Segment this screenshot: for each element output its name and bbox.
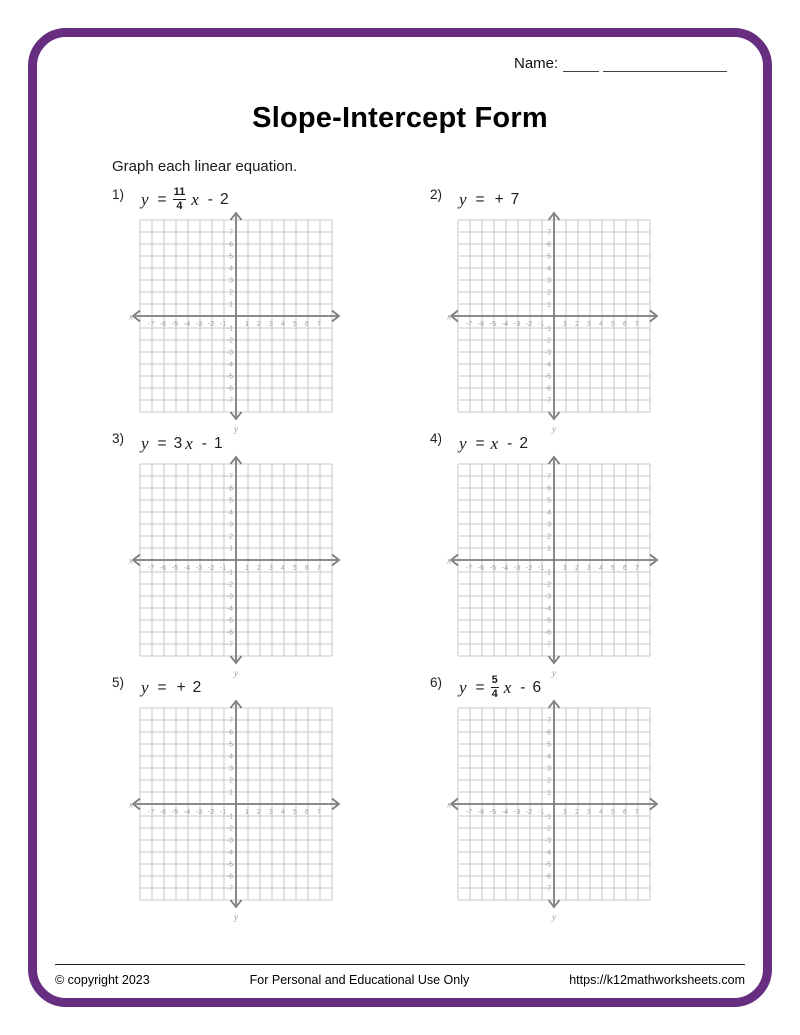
x-tick-label: 2: [575, 321, 579, 328]
x-tick-label: -3: [195, 321, 203, 328]
x-tick-label: -6: [159, 565, 167, 572]
x-tick-label: 5: [293, 565, 297, 572]
y-tick-label: 3: [229, 277, 233, 285]
equation-term: y: [141, 190, 149, 209]
y-tick-label: -7: [544, 641, 551, 649]
equation-term: y: [141, 434, 149, 453]
x-tick-label: -3: [513, 809, 521, 816]
equation-term: 3: [173, 435, 183, 452]
y-tick-label: 3: [547, 765, 551, 773]
x-tick-label: 3: [587, 809, 591, 816]
x-tick-label: 4: [599, 565, 603, 572]
y-tick-label: -7: [226, 397, 233, 405]
x-tick-label: -2: [525, 809, 533, 816]
y-tick-label: -1: [226, 569, 233, 577]
equation-term: x: [503, 678, 512, 697]
instructions-text: Graph each linear equation.: [112, 158, 298, 175]
equation-term: 1: [213, 435, 223, 452]
x-axis-letter: x: [128, 556, 134, 567]
x-tick-label: -5: [489, 321, 497, 328]
equation-term: =: [157, 191, 167, 208]
x-tick-label: -2: [525, 321, 533, 328]
x-tick-label: -5: [171, 565, 179, 572]
x-tick-label: -4: [501, 809, 509, 816]
equation-term: y: [459, 678, 467, 697]
y-tick-label: 4: [547, 509, 551, 517]
name-blank-line: [563, 55, 599, 72]
y-axis-letter: y: [233, 425, 239, 435]
x-tick-label: -1: [219, 565, 227, 572]
y-tick-label: 6: [547, 485, 551, 493]
y-tick-label: 4: [229, 753, 233, 761]
graph-grid-6: [444, 694, 664, 924]
y-tick-label: 4: [229, 509, 233, 517]
x-axis-letter: x: [446, 312, 452, 323]
y-tick-label: -3: [226, 593, 233, 601]
x-axis-letter: x: [446, 556, 452, 567]
equation-term: =: [157, 435, 167, 452]
y-tick-label: -1: [226, 325, 233, 333]
y-tick-label: 3: [229, 521, 233, 529]
x-tick-label: 2: [257, 565, 261, 572]
x-tick-label: 1: [563, 321, 567, 328]
y-tick-label: 6: [547, 729, 551, 737]
y-tick-label: -4: [544, 605, 551, 613]
y-tick-label: -1: [544, 325, 551, 333]
problem-number: 1): [112, 187, 125, 202]
x-tick-label: 1: [245, 809, 249, 816]
x-axis-letter: x: [446, 800, 452, 811]
x-tick-label: 7: [317, 565, 321, 572]
y-tick-label: 7: [229, 473, 233, 481]
y-axis-letter: y: [551, 669, 557, 679]
x-tick-label: 6: [623, 321, 627, 328]
footer-url: https://k12mathworksheets.com: [569, 973, 745, 987]
x-tick-label: -3: [513, 565, 521, 572]
y-tick-label: 1: [547, 789, 551, 797]
x-tick-label: -1: [537, 809, 545, 816]
footer-usage: For Personal and Educational Use Only: [249, 973, 470, 987]
y-tick-label: 5: [229, 497, 233, 505]
y-tick-label: -3: [226, 837, 233, 845]
y-tick-label: 3: [547, 521, 551, 529]
graph-grid-4: [444, 450, 664, 680]
x-tick-label: -5: [171, 809, 179, 816]
equation-term: 2: [192, 679, 202, 696]
y-tick-label: -4: [226, 361, 233, 369]
equation-term: y: [459, 434, 467, 453]
equation-term: 7: [510, 191, 520, 208]
y-tick-label: -3: [226, 349, 233, 357]
x-tick-label: 6: [305, 809, 309, 816]
x-tick-label: 2: [257, 809, 261, 816]
x-tick-label: 5: [611, 321, 615, 328]
x-tick-label: -6: [477, 809, 485, 816]
x-tick-label: 7: [635, 321, 639, 328]
equation-term: x: [490, 434, 499, 453]
y-tick-label: 4: [547, 265, 551, 273]
x-tick-label: -7: [147, 809, 155, 816]
name-blank-line: [603, 55, 727, 72]
x-tick-label: -7: [147, 565, 155, 572]
equation-term: -: [201, 435, 207, 452]
y-tick-label: 7: [547, 717, 551, 725]
y-tick-label: 7: [547, 229, 551, 237]
x-tick-label: -1: [219, 809, 227, 816]
x-tick-label: 4: [599, 809, 603, 816]
x-tick-label: 5: [611, 565, 615, 572]
y-tick-label: 1: [547, 301, 551, 309]
problem-1: [110, 184, 360, 439]
x-tick-label: -1: [537, 565, 545, 572]
x-tick-label: -4: [501, 565, 509, 572]
y-tick-label: -5: [544, 373, 551, 381]
x-tick-label: 5: [293, 321, 297, 328]
x-tick-label: 5: [293, 809, 297, 816]
equation-term: y: [459, 190, 467, 209]
fraction: $\frac{5}{4}$: [491, 673, 498, 700]
x-tick-label: -1: [219, 321, 227, 328]
x-tick-label: 3: [587, 565, 591, 572]
y-tick-label: 4: [547, 753, 551, 761]
graph-grid-3: [126, 450, 346, 680]
equation-term: -: [507, 435, 513, 452]
equation-term: =: [157, 679, 167, 696]
y-tick-label: -1: [544, 813, 551, 821]
x-tick-label: 1: [563, 809, 567, 816]
x-tick-label: -5: [489, 809, 497, 816]
y-tick-label: 5: [547, 741, 551, 749]
x-tick-label: 6: [623, 809, 627, 816]
problem-number: 3): [112, 431, 125, 446]
x-tick-label: -6: [159, 321, 167, 328]
equation-term: x: [185, 434, 193, 453]
x-tick-label: -7: [465, 565, 473, 572]
y-tick-label: -6: [544, 385, 551, 393]
y-tick-label: 5: [547, 497, 551, 505]
x-tick-label: -4: [183, 565, 191, 572]
equation-term: 6: [532, 679, 542, 696]
y-tick-label: 1: [229, 789, 233, 797]
y-tick-label: -2: [544, 337, 551, 345]
y-tick-label: 6: [229, 241, 233, 249]
x-tick-label: 7: [635, 565, 639, 572]
y-tick-label: -7: [544, 885, 551, 893]
y-tick-label: -6: [226, 873, 233, 881]
x-tick-label: -3: [195, 809, 203, 816]
equation-term: 2: [219, 191, 229, 208]
y-tick-label: 5: [229, 253, 233, 261]
footer: [55, 973, 745, 987]
problem-2: [428, 184, 678, 439]
x-tick-label: 6: [623, 565, 627, 572]
problem-number: 4): [430, 431, 443, 446]
y-tick-label: 6: [229, 485, 233, 493]
y-tick-label: -7: [226, 885, 233, 893]
x-tick-label: 2: [575, 809, 579, 816]
x-tick-label: -6: [477, 565, 485, 572]
problem-number: 2): [430, 187, 443, 202]
y-tick-label: -3: [544, 837, 551, 845]
y-tick-label: 2: [547, 289, 551, 297]
y-tick-label: -6: [544, 873, 551, 881]
equation-term: =: [475, 191, 485, 208]
y-tick-label: -2: [544, 825, 551, 833]
equation-term: +: [176, 679, 186, 696]
y-tick-label: 6: [229, 729, 233, 737]
name-field: [514, 55, 727, 72]
x-tick-label: 3: [269, 809, 273, 816]
x-tick-label: -1: [537, 321, 545, 328]
equation-term: y: [141, 678, 149, 697]
problem-4: [428, 428, 678, 683]
x-tick-label: -6: [477, 321, 485, 328]
x-tick-label: -3: [195, 565, 203, 572]
x-tick-label: -6: [159, 809, 167, 816]
y-axis-letter: y: [233, 913, 239, 923]
graph-grid-5: [126, 694, 346, 924]
y-tick-label: 2: [229, 777, 233, 785]
equation-term: =: [475, 435, 485, 452]
y-tick-label: -7: [226, 641, 233, 649]
y-tick-label: -3: [544, 349, 551, 357]
y-tick-label: 2: [229, 289, 233, 297]
x-tick-label: 4: [281, 321, 285, 328]
y-tick-label: 3: [547, 277, 551, 285]
x-tick-label: 5: [611, 809, 615, 816]
problem-6: [428, 672, 678, 927]
x-tick-label: 4: [281, 809, 285, 816]
y-tick-label: -2: [544, 581, 551, 589]
y-tick-label: -2: [226, 337, 233, 345]
x-tick-label: 3: [269, 565, 273, 572]
graph-grid-1: [126, 206, 346, 436]
x-tick-label: 1: [245, 565, 249, 572]
x-tick-label: 6: [305, 321, 309, 328]
footer-copyright: © copyright 2023: [55, 973, 150, 987]
x-tick-label: -2: [525, 565, 533, 572]
x-tick-label: 7: [317, 321, 321, 328]
x-tick-label: -7: [465, 809, 473, 816]
y-tick-label: 6: [547, 241, 551, 249]
y-tick-label: -1: [544, 569, 551, 577]
x-tick-label: 4: [599, 321, 603, 328]
x-tick-label: 1: [563, 565, 567, 572]
equation-term: =: [475, 679, 485, 696]
equation-term: +: [494, 191, 504, 208]
x-tick-label: -4: [501, 321, 509, 328]
y-tick-label: -6: [226, 385, 233, 393]
x-tick-label: 4: [281, 565, 285, 572]
x-tick-label: 3: [269, 321, 273, 328]
fraction: $\frac{11}{4}$: [173, 185, 186, 212]
y-tick-label: 7: [229, 717, 233, 725]
equation-term: x: [191, 190, 199, 209]
x-tick-label: 7: [317, 809, 321, 816]
y-tick-label: 2: [229, 533, 233, 541]
y-tick-label: -4: [544, 361, 551, 369]
y-tick-label: -7: [544, 397, 551, 405]
equation-term: -: [520, 679, 526, 696]
equation-term: -: [207, 191, 213, 208]
y-tick-label: -4: [544, 849, 551, 857]
x-tick-label: -2: [207, 321, 215, 328]
y-tick-label: -5: [544, 861, 551, 869]
y-tick-label: -2: [226, 825, 233, 833]
x-tick-label: -2: [207, 809, 215, 816]
x-tick-label: 2: [575, 565, 579, 572]
y-tick-label: 5: [229, 741, 233, 749]
y-tick-label: 7: [229, 229, 233, 237]
y-tick-label: 2: [547, 777, 551, 785]
y-tick-label: -5: [226, 373, 233, 381]
y-tick-label: -5: [226, 861, 233, 869]
x-axis-letter: x: [128, 800, 134, 811]
x-tick-label: 3: [587, 321, 591, 328]
x-tick-label: -7: [465, 321, 473, 328]
x-tick-label: -5: [171, 321, 179, 328]
y-tick-label: -2: [226, 581, 233, 589]
y-tick-label: 4: [229, 265, 233, 273]
y-tick-label: 1: [547, 545, 551, 553]
x-tick-label: -5: [489, 565, 497, 572]
y-tick-label: 1: [229, 545, 233, 553]
y-axis-letter: y: [233, 669, 239, 679]
graph-grid-2: [444, 206, 664, 436]
x-tick-label: -7: [147, 321, 155, 328]
footer-divider: [55, 964, 745, 965]
y-tick-label: -5: [226, 617, 233, 625]
x-tick-label: 2: [257, 321, 261, 328]
y-tick-label: -4: [226, 849, 233, 857]
x-tick-label: 7: [635, 809, 639, 816]
x-tick-label: -4: [183, 321, 191, 328]
problem-number: 5): [112, 675, 125, 690]
x-tick-label: -4: [183, 809, 191, 816]
y-tick-label: 5: [547, 253, 551, 261]
y-axis-letter: y: [551, 425, 557, 435]
problem-number: 6): [430, 675, 443, 690]
y-tick-label: -4: [226, 605, 233, 613]
y-tick-label: -3: [544, 593, 551, 601]
y-tick-label: 2: [547, 533, 551, 541]
x-axis-letter: x: [128, 312, 134, 323]
y-tick-label: -6: [226, 629, 233, 637]
name-label: Name:: [514, 55, 559, 72]
x-tick-label: -2: [207, 565, 215, 572]
y-tick-label: -6: [544, 629, 551, 637]
problem-3: [110, 428, 360, 683]
y-axis-letter: y: [551, 913, 557, 923]
problem-5: [110, 672, 360, 927]
x-tick-label: 1: [245, 321, 249, 328]
x-tick-label: 6: [305, 565, 309, 572]
y-tick-label: 1: [229, 301, 233, 309]
y-tick-label: -1: [226, 813, 233, 821]
y-tick-label: 7: [547, 473, 551, 481]
equation-term: 2: [519, 435, 528, 452]
x-tick-label: -3: [513, 321, 521, 328]
y-tick-label: 3: [229, 765, 233, 773]
y-tick-label: -5: [544, 617, 551, 625]
page-title: Slope-Intercept Form: [252, 102, 548, 134]
